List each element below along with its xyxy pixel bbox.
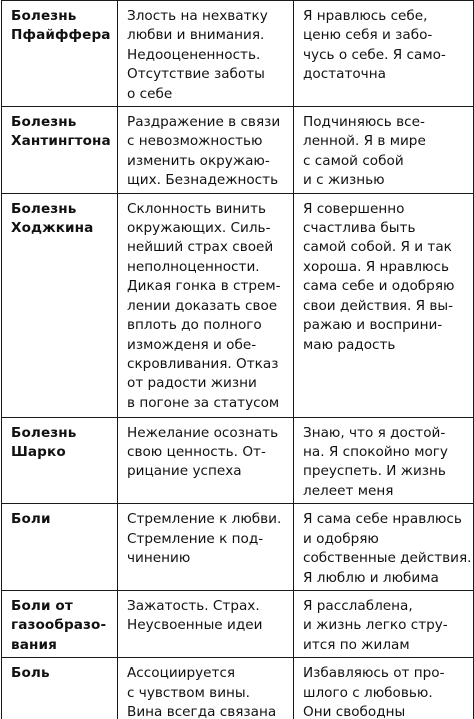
probable-cause-line: свою ценность. От- — [127, 444, 266, 461]
disease-name-line: Ходжкина — [11, 220, 94, 237]
disease-name-line: Болезнь — [11, 200, 77, 217]
affirmation-line: ражаю и восприни- — [303, 317, 443, 334]
affirmation-line: преуспеть. И жизнь — [303, 463, 446, 480]
probable-cause-line: Раздражение в связи — [127, 114, 281, 131]
table-row — [2, 504, 474, 591]
probable-cause-line: Склонность винить — [127, 200, 267, 217]
probable-cause-line: с чувством вины. — [127, 684, 250, 701]
table-body — [2, 1, 474, 719]
probable-cause-line: вплоть до полного — [127, 317, 262, 334]
affirmation-cell — [294, 658, 474, 719]
affirmation-cell — [294, 193, 474, 417]
affirmation-line: с самой собой — [303, 152, 404, 169]
probable-cause-cell — [118, 193, 294, 417]
probable-cause-cell — [118, 1, 294, 107]
affirmation-cell — [294, 1, 474, 107]
disease-name-cell — [2, 1, 118, 107]
disease-name-line: Болезнь — [11, 8, 77, 24]
probable-cause-line: в погоне за статусом — [127, 394, 280, 411]
probable-cause-cell — [118, 658, 294, 719]
probable-cause-line: с невозможностью — [127, 133, 263, 150]
probable-cause-line: любви и внимания. — [127, 27, 265, 44]
affirmation-line: Я расслаблена, — [303, 597, 413, 614]
affirmation-line: собственные действия. — [303, 550, 472, 567]
table-row — [2, 417, 474, 504]
disease-name-cell — [2, 658, 118, 719]
disease-name-line: Болезнь — [11, 424, 77, 441]
disease-name-cell — [2, 193, 118, 417]
affirmation-line: Подчиняюсь все- — [303, 114, 425, 131]
table-row — [2, 107, 474, 194]
table-row — [2, 590, 474, 657]
affirmation-line: Избавляюсь от про- — [303, 665, 445, 682]
probable-cause-line: неполноценности. — [127, 258, 260, 275]
probable-cause-line: изможденя и обе- — [127, 336, 257, 353]
probable-cause-line: Дикая гонка в стрем- — [127, 278, 281, 295]
affirmation-line: лелеет меня — [303, 482, 394, 499]
disease-name-line: Боли от — [11, 597, 73, 614]
probable-cause-line: рицание успеха — [127, 463, 242, 480]
affirmation-line: ится по жилам — [303, 636, 410, 653]
probable-cause-line: изменить окружаю- — [127, 152, 270, 169]
table-row — [2, 658, 474, 719]
probable-cause-line: Стремление к любви. — [127, 511, 282, 528]
table-row — [2, 193, 474, 417]
affirmation-line: шлого с любовью. — [303, 684, 433, 701]
affirmation-line: и одобряю — [303, 530, 379, 547]
probable-cause-line: Зажатость. Страх. — [127, 597, 260, 614]
probable-cause-cell — [118, 417, 294, 504]
affirmation-cell — [294, 107, 474, 194]
probable-cause-line: щих. Безнадежность — [127, 172, 279, 189]
probable-cause-line: о себе — [127, 85, 173, 102]
probable-cause-line: Отсутствие заботы — [127, 66, 265, 83]
affirmation-line: и жизнь легко стру- — [303, 617, 448, 634]
probable-cause-line: Ассоциируется — [127, 665, 236, 682]
affirmation-line: Я люблю и любима — [303, 569, 439, 586]
affirmation-line: хороша. Я нравлюсь — [303, 258, 449, 275]
affirmation-line: свои действия. Я вы- — [303, 297, 454, 314]
probable-cause-line: скровливания. Отказ — [127, 355, 279, 372]
affirmation-line: Знаю, что я достой- — [303, 424, 446, 441]
disease-name-cell — [2, 417, 118, 504]
affirmation-cell — [294, 590, 474, 657]
probable-cause-line: от радости жизни — [127, 375, 257, 392]
disease-name-line: газообразо- — [11, 617, 107, 634]
disease-name-line: вания — [11, 636, 57, 653]
affirmation-line: счастлива быть — [303, 220, 416, 237]
probable-cause-line: Недооцененность. — [127, 46, 261, 63]
disease-name-line: Боли — [11, 511, 51, 528]
affirmation-line: ленной. Я в мире — [303, 133, 426, 150]
disease-name-cell — [2, 590, 118, 657]
affirmation-line: Они свободны — [303, 703, 406, 719]
affirmation-line: ценю себя и забо- — [303, 27, 433, 44]
table-row — [2, 1, 474, 107]
affirmation-line: на. Я спокойно могу — [303, 444, 448, 461]
disease-name-cell — [2, 107, 118, 194]
disease-name-line: Хантингтона — [11, 133, 111, 150]
probable-cause-line: Стремление к под- — [127, 530, 264, 547]
affirmation-line: самой собой. Я и так — [303, 239, 452, 256]
affirmation-line: Я нравлюсь себе, — [303, 8, 428, 24]
probable-cause-line: чинению — [127, 550, 191, 567]
probable-cause-line: Вина всегда связана — [127, 703, 277, 719]
probable-cause-line: окружающих. Силь- — [127, 220, 271, 237]
probable-cause-cell — [118, 504, 294, 591]
disease-name-line: Боль — [11, 665, 50, 682]
affirmation-line: достаточна — [303, 66, 386, 83]
disease-name-cell — [2, 504, 118, 591]
affirmation-line: сама себе и одобряю — [303, 278, 455, 295]
disease-name-line: Болезнь — [11, 114, 77, 131]
probable-cause-cell — [118, 590, 294, 657]
affirmation-cell — [294, 417, 474, 504]
disease-name-line: Пфайффера — [11, 27, 111, 44]
affirmation-line: и с жизнью — [303, 172, 385, 189]
probable-cause-line: Нежелание осознать — [127, 424, 279, 441]
probable-cause-line: Неусвоенные идеи — [127, 617, 263, 634]
probable-cause-line: лении доказать свое — [127, 297, 278, 314]
disease-affirmation-table — [1, 0, 474, 719]
affirmation-line: Я совершенно — [303, 200, 405, 217]
affirmation-cell — [294, 504, 474, 591]
probable-cause-line: Злость на нехватку — [127, 8, 268, 24]
probable-cause-cell — [118, 107, 294, 194]
affirmation-line: маю радость — [303, 336, 396, 353]
affirmation-line: чусь о себе. Я само- — [303, 46, 446, 63]
probable-cause-line: нейший страх своей — [127, 239, 274, 256]
affirmation-line: Я сама себе нравлюсь — [303, 511, 462, 528]
disease-name-line: Шарко — [11, 444, 66, 461]
